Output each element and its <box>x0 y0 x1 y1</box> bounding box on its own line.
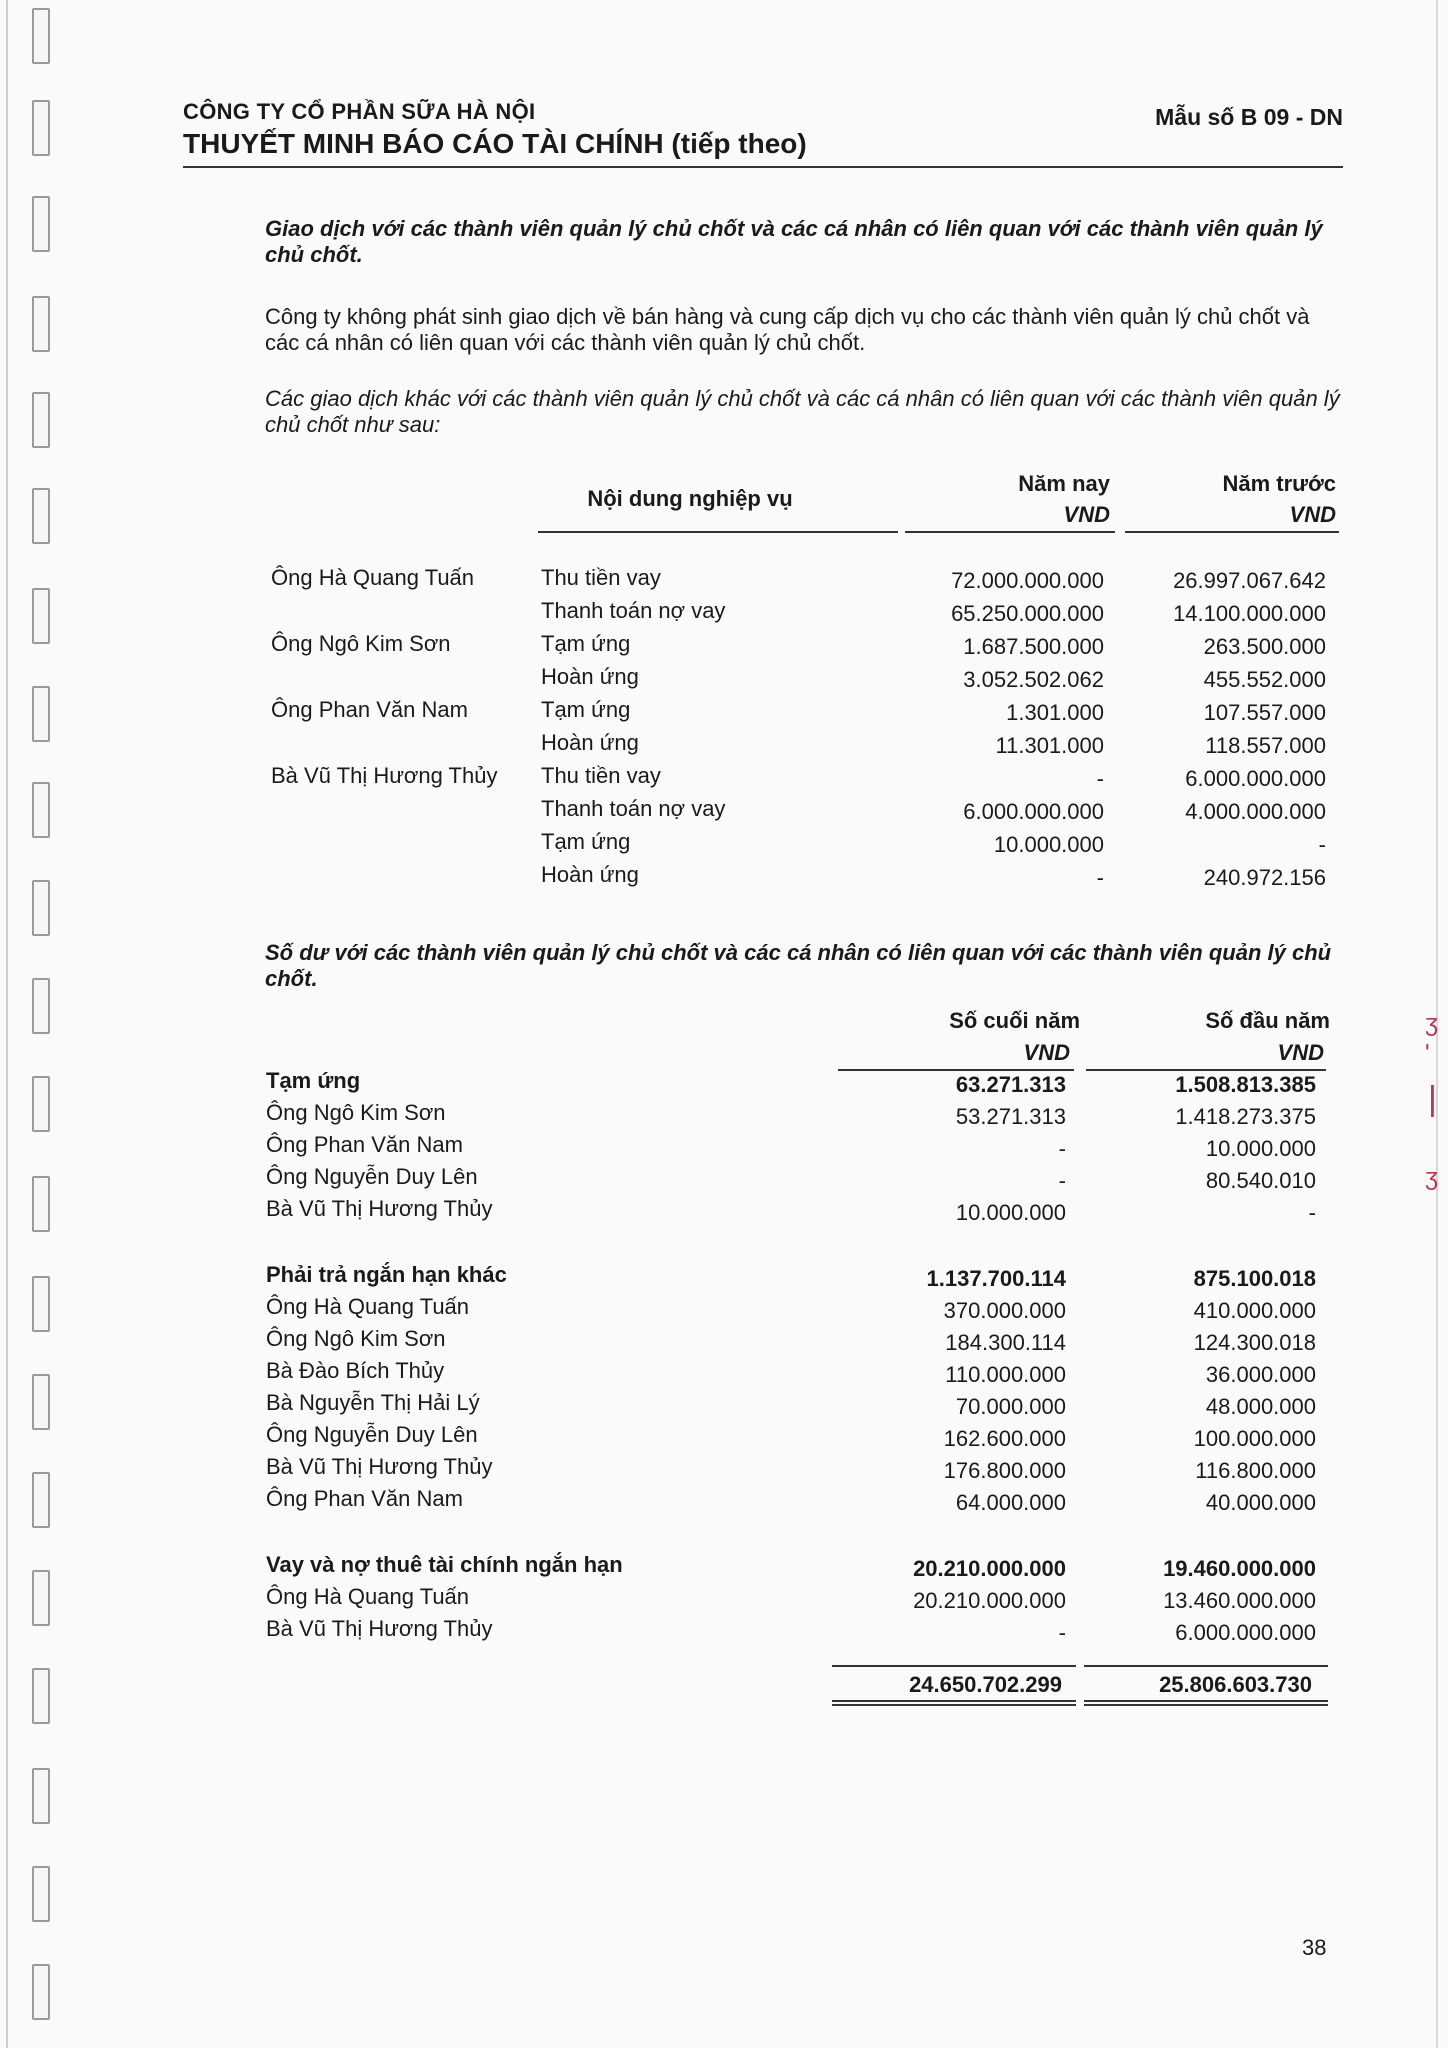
form-number: Mẫu số B 09 - DN <box>1155 104 1343 130</box>
person-name: Bà Vũ Thị Hương Thủy <box>266 1616 493 1641</box>
value-end: 70.000.000 <box>955 1394 1066 1419</box>
value-end: 10.000.000 <box>955 1200 1066 1225</box>
value-current: 1.301.000 <box>1006 700 1104 725</box>
group-title: Vay và nợ thuê tài chính ngắn hạn <box>266 1552 623 1577</box>
total-rule-bottom <box>832 1704 1076 1706</box>
binder-hole <box>32 978 50 1034</box>
column-unit-previous: VND <box>1289 502 1336 527</box>
value-current: 10.000.000 <box>993 832 1104 857</box>
value-previous: 263.500.000 <box>1203 634 1326 659</box>
binder-hole <box>32 686 50 742</box>
page-title: THUYẾT MINH BÁO CÁO TÀI CHÍNH (tiếp theo) <box>183 128 807 159</box>
value-current: 6.000.000.000 <box>963 799 1104 824</box>
binder-hole <box>32 488 50 544</box>
person-name: Bà Vũ Thị Hương Thủy <box>266 1196 493 1221</box>
binder-hole <box>32 1866 50 1922</box>
value-current: 72.000.000.000 <box>951 568 1104 593</box>
pen-mark: | <box>1428 1080 1437 1118</box>
value-previous: 240.972.156 <box>1203 865 1326 890</box>
transaction-content: Tạm ứng <box>541 697 631 722</box>
pen-mark: ʹ <box>1425 1040 1430 1067</box>
value-begin: 100.000.000 <box>1193 1426 1316 1451</box>
column-rule <box>838 1069 1074 1071</box>
person-name: Ông Ngô Kim Sơn <box>266 1326 446 1351</box>
total-rule-bottom <box>1084 1704 1328 1706</box>
column-unit-begin: VND <box>1277 1040 1324 1065</box>
column-unit-end: VND <box>1023 1040 1070 1065</box>
column-header-previous-year: Năm trước <box>1222 471 1336 496</box>
column-header-content: Nội dung nghiệp vụ <box>587 486 793 511</box>
column-rule <box>1086 1069 1326 1071</box>
transaction-content: Thanh toán nợ vay <box>541 796 726 821</box>
value-end: - <box>1058 1620 1066 1645</box>
pen-mark: ʒ <box>1425 1164 1439 1191</box>
value-begin: - <box>1308 1200 1316 1225</box>
value-end: - <box>1058 1136 1066 1161</box>
value-begin: 410.000.000 <box>1193 1298 1316 1323</box>
transaction-content: Hoàn ứng <box>541 862 639 887</box>
column-rule <box>905 531 1115 533</box>
person-name: Bà Vũ Thị Hương Thủy <box>271 763 498 788</box>
value-current: 3.052.502.062 <box>963 667 1104 692</box>
value-previous: 4.000.000.000 <box>1185 799 1326 824</box>
value-previous: 6.000.000.000 <box>1185 766 1326 791</box>
total-rule-top <box>832 1665 1076 1667</box>
binder-hole <box>32 1276 50 1332</box>
value-end: 370.000.000 <box>943 1298 1066 1323</box>
value-current: 11.301.000 <box>995 733 1104 758</box>
grand-total-end: 24.650.702.299 <box>909 1672 1062 1697</box>
total-rule-bottom <box>832 1700 1076 1702</box>
person-name: Ông Phan Văn Nam <box>266 1132 463 1157</box>
value-begin: 40.000.000 <box>1205 1490 1316 1515</box>
binder-hole <box>32 1570 50 1626</box>
section-note: Công ty không phát sinh giao dịch về bán hàng và cung cấp dịch vụ cho các thành viên quản lý chủ chốt và các cá nhân có liên quan với các thành viên quản lý chủ chốt. <box>265 304 1310 355</box>
binder-margin <box>0 0 60 2048</box>
binder-hole <box>32 392 50 448</box>
value-end: 176.800.000 <box>943 1458 1066 1483</box>
person-name: Ông Hà Quang Tuấn <box>271 565 475 590</box>
value-current: 65.250.000.000 <box>951 601 1104 626</box>
person-name: Ông Ngô Kim Sơn <box>266 1100 446 1125</box>
person-name: Ông Ngô Kim Sơn <box>271 631 451 656</box>
person-name: Ông Phan Văn Nam <box>271 697 468 722</box>
value-begin: 48.000.000 <box>1205 1394 1316 1419</box>
group-total-begin: 875.100.018 <box>1193 1266 1316 1291</box>
header-divider <box>183 166 1343 168</box>
binder-hole <box>32 782 50 838</box>
binder-hole <box>32 588 50 644</box>
section-heading-transactions: Giao dịch với các thành viên quản lý chủ chốt và các cá nhân có liên quan với các thành viên quản lý chủ chốt. <box>265 216 1323 267</box>
person-name: Ông Nguyễn Duy Lên <box>266 1164 478 1189</box>
pen-mark: ʒ <box>1425 1010 1439 1037</box>
group-title: Tạm ứng <box>266 1068 361 1093</box>
transaction-content: Hoàn ứng <box>541 664 639 689</box>
person-name: Bà Nguyễn Thị Hải Lý <box>266 1390 480 1415</box>
person-name: Ông Hà Quang Tuấn <box>266 1584 470 1609</box>
transaction-content: Thu tiền vay <box>541 565 661 590</box>
binder-hole <box>32 196 50 252</box>
binder-hole <box>32 1768 50 1824</box>
section-heading-balances: Số dư với các thành viên quản lý chủ chốt và các cá nhân có liên quan với các thành viên quản lý chủ chốt. <box>265 940 1332 991</box>
transaction-content: Tạm ứng <box>541 631 631 656</box>
column-header-current-year: Năm nay <box>1018 471 1110 496</box>
column-rule <box>1125 531 1339 533</box>
person-name: Bà Đào Bích Thủy <box>266 1358 445 1383</box>
value-previous: 26.997.067.642 <box>1173 568 1326 593</box>
value-previous: 107.557.000 <box>1203 700 1326 725</box>
value-end: - <box>1058 1168 1066 1193</box>
group-total-end: 63.271.313 <box>955 1072 1066 1097</box>
binder-hole <box>32 1076 50 1132</box>
column-header-year-end: Số cuối năm <box>949 1008 1080 1033</box>
value-current: 1.687.500.000 <box>963 634 1104 659</box>
value-begin: 1.418.273.375 <box>1175 1104 1316 1129</box>
group-total-begin: 1.508.813.385 <box>1175 1072 1316 1097</box>
binder-hole <box>32 296 50 352</box>
total-rule-bottom <box>1084 1700 1328 1702</box>
group-total-end: 20.210.000.000 <box>913 1556 1066 1581</box>
binder-hole <box>32 1964 50 2020</box>
value-begin: 80.540.010 <box>1205 1168 1316 1193</box>
value-begin: 10.000.000 <box>1205 1136 1316 1161</box>
value-previous: 14.100.000.000 <box>1173 601 1326 626</box>
value-begin: 13.460.000.000 <box>1163 1588 1316 1613</box>
page-edge-line <box>6 0 8 2048</box>
binder-hole <box>32 880 50 936</box>
column-header-year-begin: Số đầu năm <box>1205 1008 1330 1033</box>
page-number: 38 <box>1302 1935 1327 1960</box>
person-name: Ông Nguyễn Duy Lên <box>266 1422 478 1447</box>
value-current: - <box>1096 865 1104 890</box>
transaction-content: Thanh toán nợ vay <box>541 598 726 623</box>
binder-hole <box>32 8 50 64</box>
binder-hole <box>32 100 50 156</box>
value-end: 110.000.000 <box>945 1362 1066 1387</box>
value-begin: 36.000.000 <box>1205 1362 1316 1387</box>
person-name: Bà Vũ Thị Hương Thủy <box>266 1454 493 1479</box>
company-name: CÔNG TY CỔ PHẦN SỮA HÀ NỘI <box>183 99 536 124</box>
group-title: Phải trả ngắn hạn khác <box>266 1262 507 1287</box>
binder-hole <box>32 1668 50 1724</box>
binder-hole <box>32 1472 50 1528</box>
group-total-begin: 19.460.000.000 <box>1163 1556 1316 1581</box>
column-unit-current: VND <box>1063 502 1110 527</box>
transaction-content: Thu tiền vay <box>541 763 661 788</box>
transaction-content: Hoàn ứng <box>541 730 639 755</box>
person-name: Ông Phan Văn Nam <box>266 1486 463 1511</box>
value-end: 20.210.000.000 <box>913 1588 1066 1613</box>
value-begin: 6.000.000.000 <box>1175 1620 1316 1645</box>
group-total-end: 1.137.700.114 <box>926 1266 1066 1291</box>
value-end: 162.600.000 <box>943 1426 1066 1451</box>
value-end: 184.300.114 <box>945 1330 1066 1355</box>
value-previous: 455.552.000 <box>1203 667 1326 692</box>
grand-total-begin: 25.806.603.730 <box>1159 1672 1312 1697</box>
value-previous: - <box>1318 832 1326 857</box>
person-name: Ông Hà Quang Tuấn <box>266 1294 470 1319</box>
total-rule-top <box>1084 1665 1328 1667</box>
value-begin: 116.800.000 <box>1195 1458 1316 1483</box>
value-current: - <box>1096 766 1104 791</box>
column-rule <box>538 531 898 533</box>
value-begin: 124.300.018 <box>1193 1330 1316 1355</box>
value-end: 53.271.313 <box>955 1104 1066 1129</box>
value-previous: 118.557.000 <box>1205 733 1326 758</box>
section-intro: Các giao dịch khác với các thành viên quản lý chủ chốt và các cá nhân có liên quan với các thành viên quản lý chủ chốt như sau: <box>265 386 1340 437</box>
binder-hole <box>32 1374 50 1430</box>
value-end: 64.000.000 <box>955 1490 1066 1515</box>
transaction-content: Tạm ứng <box>541 829 631 854</box>
binder-hole <box>32 1176 50 1232</box>
